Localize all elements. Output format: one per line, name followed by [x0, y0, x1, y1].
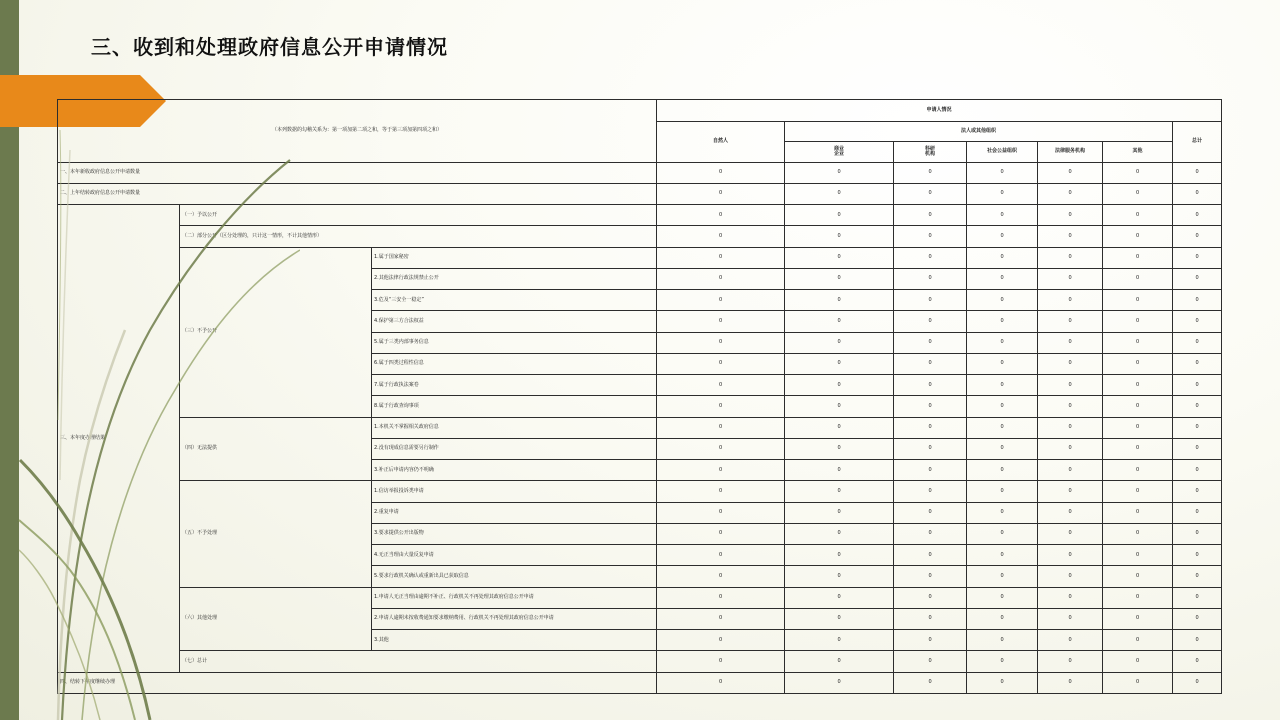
value-cell: 0: [894, 523, 967, 544]
row-label: 四、结转下年度继续办理: [58, 672, 657, 693]
report-table: [57, 99, 1222, 694]
page-title: 三、收到和处理政府信息公开申请情况: [91, 35, 448, 59]
value-cell: 0: [1173, 183, 1222, 204]
header-subcolumn: 科研 机构: [894, 142, 967, 162]
value-cell: 0: [967, 290, 1038, 311]
value-cell: 0: [657, 438, 785, 459]
item-label: 7.属于行政执法案卷: [372, 375, 657, 396]
value-cell: 0: [785, 375, 894, 396]
value-cell: 0: [785, 651, 894, 672]
value-cell: 0: [1103, 651, 1173, 672]
value-cell: 0: [1103, 630, 1173, 651]
value-cell: 0: [785, 417, 894, 438]
value-cell: 0: [894, 672, 967, 693]
item-label: 2.其他法律行政法规禁止公开: [372, 268, 657, 289]
item-label: 2.申请人逾期未按收费通知要求缴纳费用、行政机关不再处理其政府信息公开申请: [372, 608, 657, 629]
value-cell: 0: [967, 651, 1038, 672]
value-cell: 0: [967, 608, 1038, 629]
value-cell: 0: [657, 332, 785, 353]
value-cell: 0: [657, 183, 785, 204]
value-cell: 0: [1103, 672, 1173, 693]
value-cell: 0: [657, 417, 785, 438]
value-cell: 0: [657, 460, 785, 481]
value-cell: 0: [894, 396, 967, 417]
item-label: 3.危及“三安全一稳定”: [372, 290, 657, 311]
value-cell: 0: [1038, 268, 1103, 289]
item-label: 1.信访举报投诉类申请: [372, 481, 657, 502]
value-cell: 0: [967, 587, 1038, 608]
value-cell: 0: [967, 396, 1038, 417]
value-cell: 0: [1038, 523, 1103, 544]
value-cell: 0: [1103, 205, 1173, 226]
value-cell: 0: [1173, 630, 1222, 651]
value-cell: 0: [1173, 332, 1222, 353]
value-cell: 0: [657, 375, 785, 396]
value-cell: 0: [785, 268, 894, 289]
value-cell: 0: [785, 438, 894, 459]
value-cell: 0: [1173, 651, 1222, 672]
value-cell: 0: [785, 183, 894, 204]
value-cell: 0: [1038, 438, 1103, 459]
value-cell: 0: [1103, 183, 1173, 204]
row-label: 二、上年结转政府信息公开申请数量: [58, 183, 657, 204]
value-cell: 0: [1173, 162, 1222, 183]
value-cell: 0: [785, 608, 894, 629]
value-cell: 0: [785, 332, 894, 353]
value-cell: 0: [785, 672, 894, 693]
value-cell: 0: [1173, 247, 1222, 268]
value-cell: 0: [1103, 587, 1173, 608]
item-label: 1.本机关不掌握相关政府信息: [372, 417, 657, 438]
table-row: [58, 651, 1222, 672]
value-cell: 0: [657, 566, 785, 587]
value-cell: 0: [785, 545, 894, 566]
value-cell: 0: [785, 226, 894, 247]
value-cell: 0: [1038, 226, 1103, 247]
section-label: 三、本年度办理结果: [58, 205, 180, 673]
value-cell: 0: [894, 438, 967, 459]
value-cell: 0: [967, 417, 1038, 438]
value-cell: 0: [1038, 630, 1103, 651]
value-cell: 0: [1038, 183, 1103, 204]
value-cell: 0: [894, 630, 967, 651]
value-cell: 0: [894, 545, 967, 566]
value-cell: 0: [894, 268, 967, 289]
value-cell: 0: [1173, 481, 1222, 502]
value-cell: 0: [1103, 566, 1173, 587]
value-cell: 0: [1103, 290, 1173, 311]
value-cell: 0: [657, 396, 785, 417]
value-cell: 0: [1038, 587, 1103, 608]
item-label: 5.要求行政机关确认或重新出具已获取信息: [372, 566, 657, 587]
value-cell: 0: [967, 672, 1038, 693]
table-row: [58, 587, 1222, 608]
value-cell: 0: [657, 353, 785, 374]
value-cell: 0: [1173, 375, 1222, 396]
value-cell: 0: [894, 502, 967, 523]
value-cell: 0: [657, 226, 785, 247]
value-cell: 0: [894, 162, 967, 183]
value-cell: 0: [657, 587, 785, 608]
value-cell: 0: [894, 417, 967, 438]
group-label: （七）总计: [180, 651, 657, 672]
item-label: 6.属于四类过程性信息: [372, 353, 657, 374]
value-cell: 0: [1103, 545, 1173, 566]
header-note: （本列数据的勾稽关系为：第一项加第二项之和，等于第三项加第四项之和）: [58, 100, 657, 163]
value-cell: 0: [1103, 417, 1173, 438]
header-natural-person: 自然人: [657, 122, 785, 162]
value-cell: 0: [1038, 353, 1103, 374]
value-cell: 0: [1173, 353, 1222, 374]
value-cell: 0: [967, 545, 1038, 566]
value-cell: 0: [657, 502, 785, 523]
item-label: 5.属于三类内部事务信息: [372, 332, 657, 353]
value-cell: 0: [894, 651, 967, 672]
value-cell: 0: [1038, 396, 1103, 417]
value-cell: 0: [1173, 566, 1222, 587]
value-cell: 0: [894, 587, 967, 608]
item-label: 8.属于行政查询事项: [372, 396, 657, 417]
group-label: （五）不予处理: [180, 481, 372, 587]
value-cell: 0: [894, 566, 967, 587]
item-label: 1.属于国家秘密: [372, 247, 657, 268]
value-cell: 0: [1173, 438, 1222, 459]
value-cell: 0: [1173, 290, 1222, 311]
value-cell: 0: [967, 502, 1038, 523]
value-cell: 0: [1038, 332, 1103, 353]
value-cell: 0: [1038, 247, 1103, 268]
value-cell: 0: [1173, 545, 1222, 566]
value-cell: 0: [1038, 417, 1103, 438]
value-cell: 0: [1103, 226, 1173, 247]
value-cell: 0: [1038, 672, 1103, 693]
row-label: 一、本年新收政府信息公开申请数量: [58, 162, 657, 183]
table-row: [58, 417, 1222, 438]
item-label: 4.保护第三方合法权益: [372, 311, 657, 332]
group-label: （二）部分公开（区分处理的，只计这一情形，不计其他情形）: [180, 226, 657, 247]
value-cell: 0: [1173, 226, 1222, 247]
value-cell: 0: [967, 311, 1038, 332]
value-cell: 0: [967, 205, 1038, 226]
value-cell: 0: [785, 311, 894, 332]
value-cell: 0: [785, 205, 894, 226]
value-cell: 0: [657, 481, 785, 502]
value-cell: 0: [657, 651, 785, 672]
value-cell: 0: [657, 672, 785, 693]
value-cell: 0: [894, 205, 967, 226]
value-cell: 0: [967, 353, 1038, 374]
value-cell: 0: [1173, 460, 1222, 481]
value-cell: 0: [1103, 460, 1173, 481]
value-cell: 0: [1038, 162, 1103, 183]
value-cell: 0: [894, 183, 967, 204]
value-cell: 0: [967, 566, 1038, 587]
value-cell: 0: [1173, 502, 1222, 523]
value-cell: 0: [785, 162, 894, 183]
value-cell: 0: [785, 566, 894, 587]
value-cell: 0: [1103, 502, 1173, 523]
value-cell: 0: [657, 311, 785, 332]
value-cell: 0: [894, 375, 967, 396]
table-row: [58, 183, 1222, 204]
value-cell: 0: [1103, 353, 1173, 374]
value-cell: 0: [967, 523, 1038, 544]
value-cell: 0: [894, 481, 967, 502]
value-cell: 0: [657, 290, 785, 311]
value-cell: 0: [1038, 375, 1103, 396]
value-cell: 0: [657, 247, 785, 268]
value-cell: 0: [1103, 438, 1173, 459]
value-cell: 0: [657, 162, 785, 183]
table-row: [58, 226, 1222, 247]
value-cell: 0: [785, 353, 894, 374]
value-cell: 0: [967, 460, 1038, 481]
value-cell: 0: [894, 608, 967, 629]
value-cell: 0: [967, 162, 1038, 183]
value-cell: 0: [785, 587, 894, 608]
value-cell: 0: [894, 226, 967, 247]
item-label: 3.要求提供公开出版物: [372, 523, 657, 544]
value-cell: 0: [1038, 460, 1103, 481]
value-cell: 0: [657, 630, 785, 651]
header-subcolumn: 法律服务机构: [1038, 142, 1103, 162]
value-cell: 0: [1038, 481, 1103, 502]
value-cell: 0: [967, 630, 1038, 651]
header-subcolumn: 其他: [1103, 142, 1173, 162]
value-cell: 0: [967, 375, 1038, 396]
value-cell: 0: [1173, 311, 1222, 332]
value-cell: 0: [1103, 311, 1173, 332]
value-cell: 0: [1038, 545, 1103, 566]
value-cell: 0: [1173, 205, 1222, 226]
value-cell: 0: [1103, 481, 1173, 502]
group-label: （四）无法提供: [180, 417, 372, 481]
value-cell: 0: [1038, 566, 1103, 587]
value-cell: 0: [967, 226, 1038, 247]
value-cell: 0: [1038, 502, 1103, 523]
header-subcolumn: 社会公益组织: [967, 142, 1038, 162]
item-label: 3.补正后申请内容仍不明确: [372, 460, 657, 481]
group-label: （一）予以公开: [180, 205, 657, 226]
item-label: 4.无正当理由大量反复申请: [372, 545, 657, 566]
item-label: 2.重复申请: [372, 502, 657, 523]
value-cell: 0: [894, 290, 967, 311]
table-row: [58, 247, 1222, 268]
header-subcolumn: 商业 企业: [785, 142, 894, 162]
table-row: [58, 672, 1222, 693]
value-cell: 0: [1173, 587, 1222, 608]
value-cell: 0: [1103, 247, 1173, 268]
item-label: 3.其他: [372, 630, 657, 651]
value-cell: 0: [785, 396, 894, 417]
value-cell: 0: [967, 438, 1038, 459]
header-legal-persons: 法人或其他组织: [785, 122, 1173, 142]
value-cell: 0: [1103, 268, 1173, 289]
value-cell: 0: [1103, 162, 1173, 183]
table-row: [58, 205, 1222, 226]
value-cell: 0: [785, 630, 894, 651]
value-cell: 0: [785, 481, 894, 502]
value-cell: 0: [657, 523, 785, 544]
value-cell: 0: [785, 460, 894, 481]
table-row: [58, 162, 1222, 183]
value-cell: 0: [1038, 290, 1103, 311]
value-cell: 0: [785, 247, 894, 268]
value-cell: 0: [1103, 608, 1173, 629]
value-cell: 0: [1173, 608, 1222, 629]
value-cell: 0: [657, 268, 785, 289]
value-cell: 0: [1038, 205, 1103, 226]
value-cell: 0: [1038, 311, 1103, 332]
value-cell: 0: [1038, 651, 1103, 672]
value-cell: 0: [1103, 332, 1173, 353]
item-label: 1.申请人无正当理由逾期不补正、行政机关不再处理其政府信息公开申请: [372, 587, 657, 608]
value-cell: 0: [1038, 608, 1103, 629]
header-total: 总计: [1173, 122, 1222, 162]
value-cell: 0: [785, 523, 894, 544]
value-cell: 0: [657, 608, 785, 629]
header-applicant: 申请人情况: [657, 100, 1222, 122]
group-label: （六）其他处理: [180, 587, 372, 651]
value-cell: 0: [894, 332, 967, 353]
value-cell: 0: [894, 247, 967, 268]
value-cell: 0: [1173, 523, 1222, 544]
value-cell: 0: [894, 353, 967, 374]
value-cell: 0: [967, 268, 1038, 289]
value-cell: 0: [1173, 672, 1222, 693]
value-cell: 0: [1173, 268, 1222, 289]
value-cell: 0: [657, 545, 785, 566]
value-cell: 0: [1173, 396, 1222, 417]
value-cell: 0: [894, 460, 967, 481]
group-label: （三）不予公开: [180, 247, 372, 417]
value-cell: 0: [894, 311, 967, 332]
value-cell: 0: [967, 183, 1038, 204]
value-cell: 0: [1173, 417, 1222, 438]
value-cell: 0: [967, 247, 1038, 268]
value-cell: 0: [785, 290, 894, 311]
value-cell: 0: [967, 481, 1038, 502]
table-row: [58, 481, 1222, 502]
value-cell: 0: [785, 502, 894, 523]
value-cell: 0: [1103, 375, 1173, 396]
item-label: 2.没有现成信息需要另行制作: [372, 438, 657, 459]
value-cell: 0: [1103, 396, 1173, 417]
value-cell: 0: [967, 332, 1038, 353]
value-cell: 0: [657, 205, 785, 226]
value-cell: 0: [1103, 523, 1173, 544]
